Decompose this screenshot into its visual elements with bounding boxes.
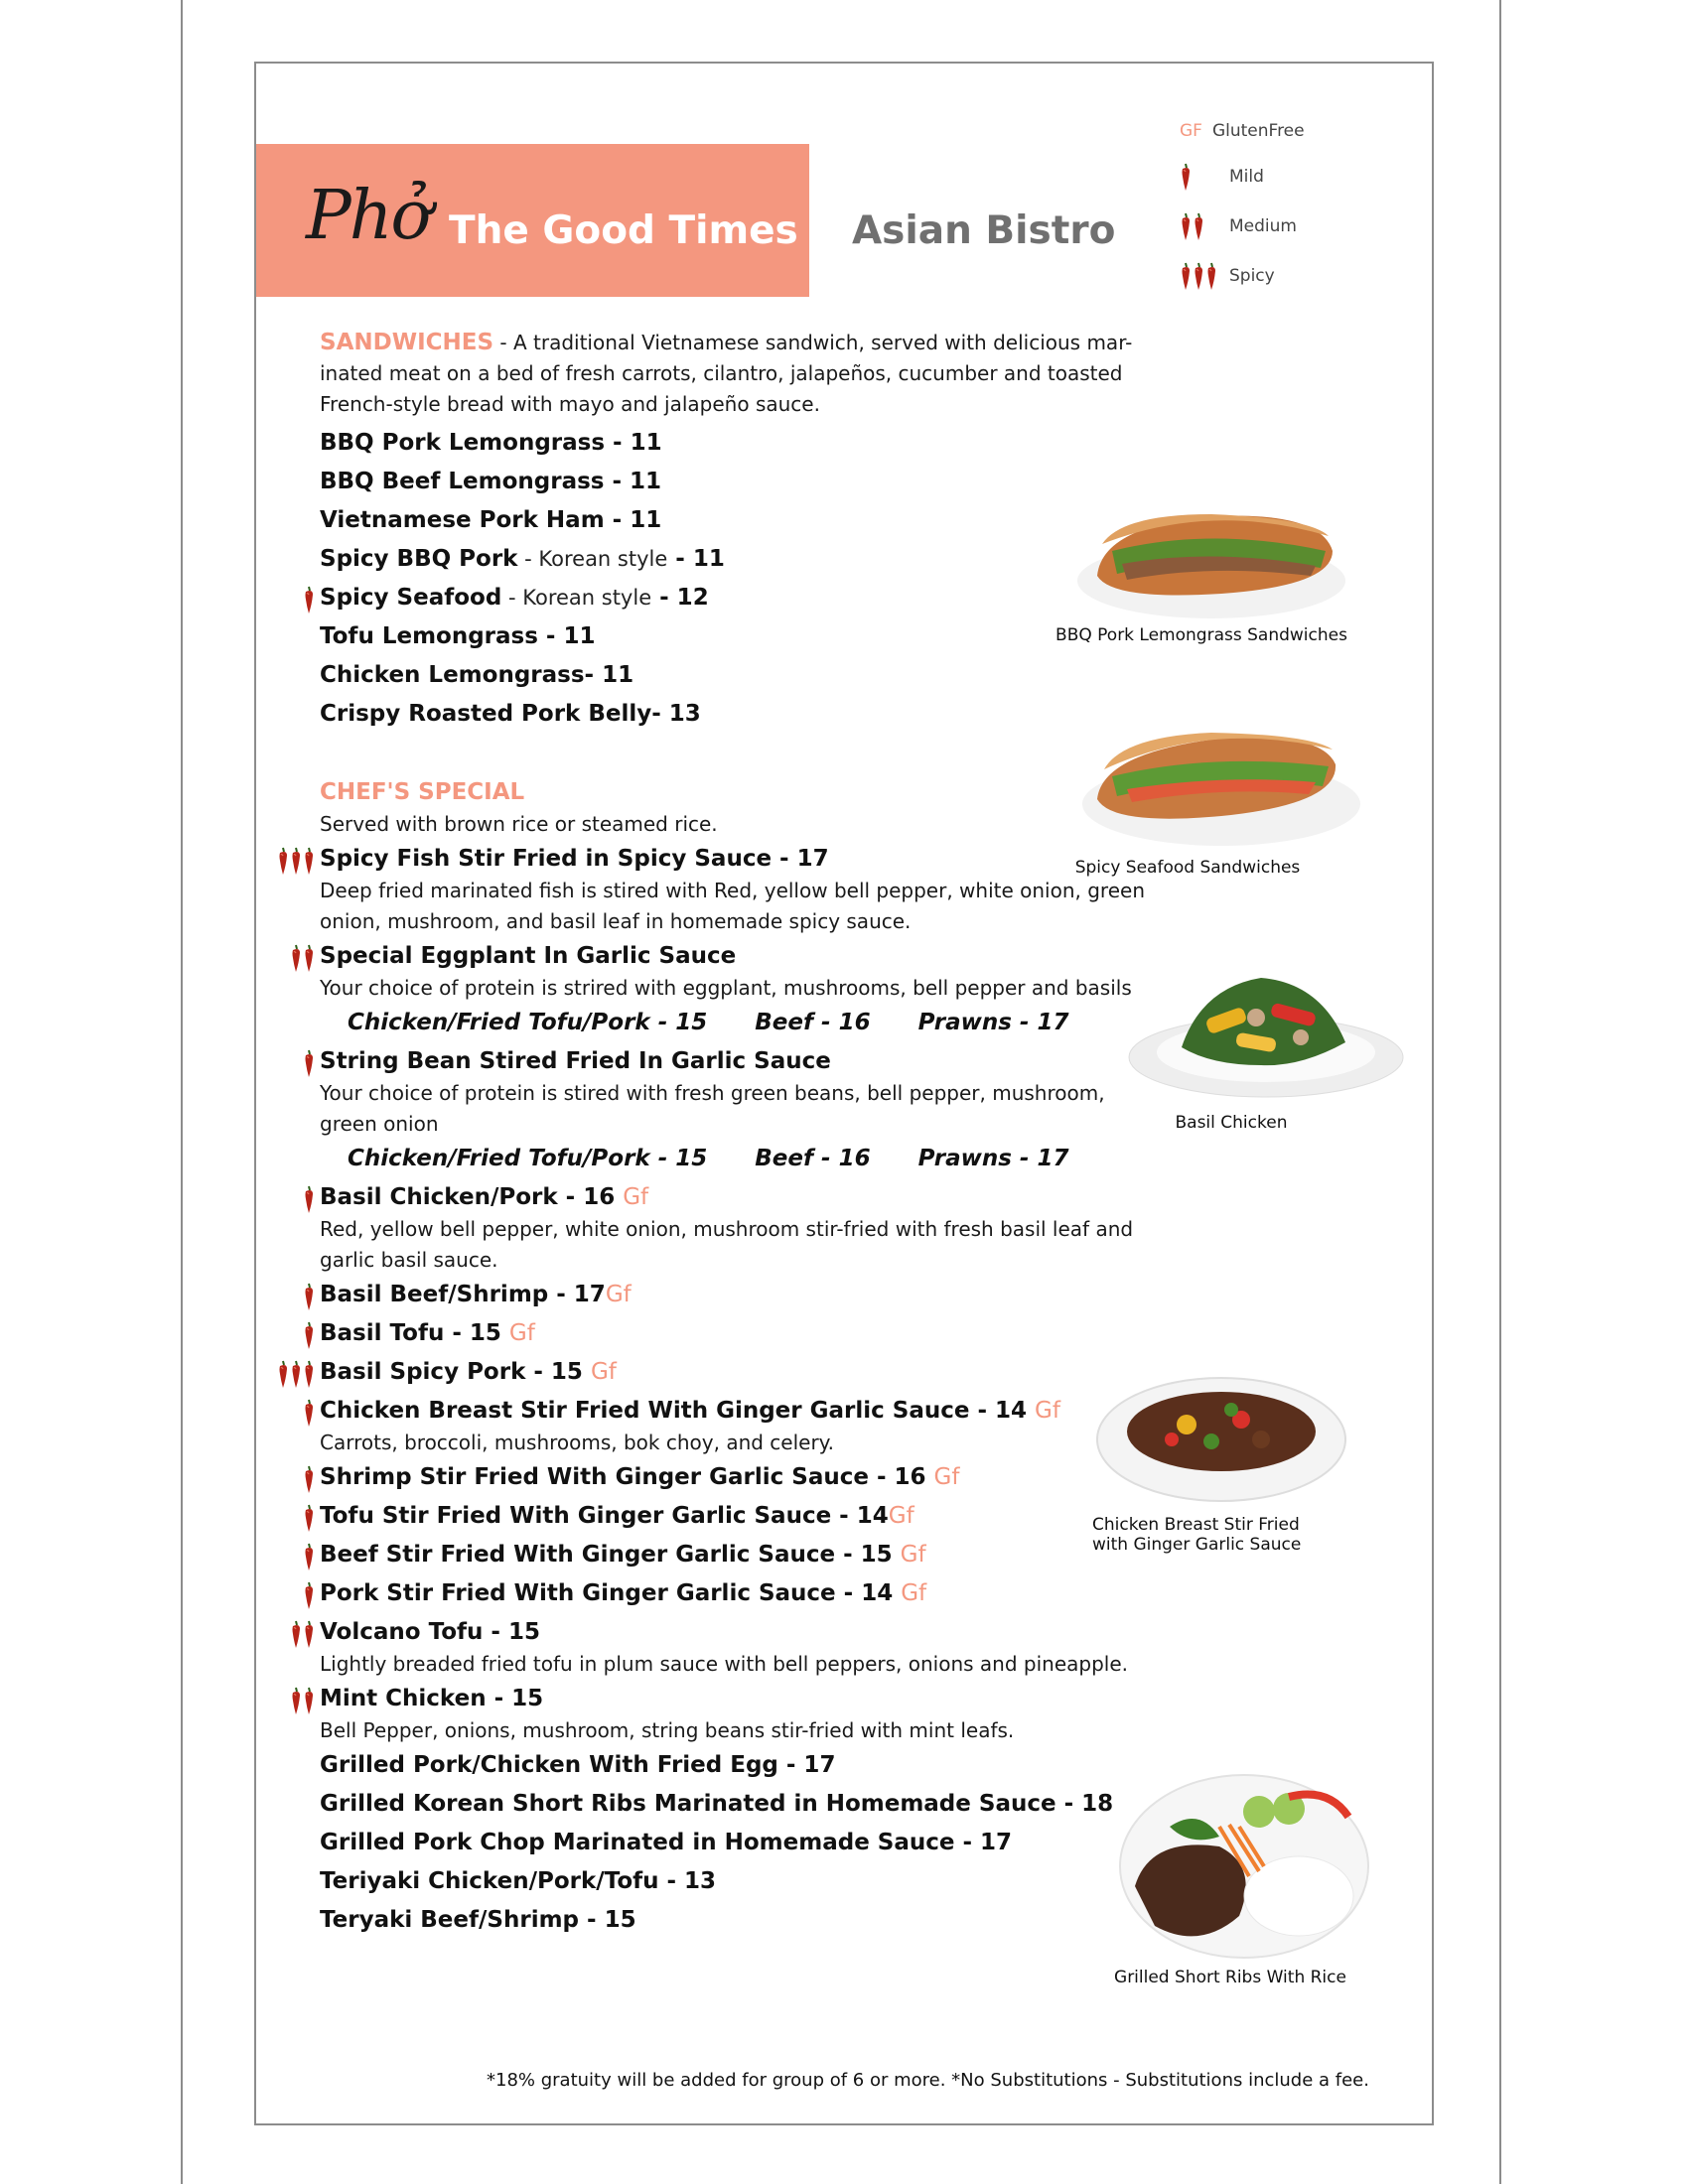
menu-item [320, 1746, 1154, 1785]
menu-item-name: Teriyaki Chicken/Pork/Tofu - 13 [320, 1868, 717, 1894]
menu-item-description: Carrots, broccoli, mushrooms, bok choy, and celery. [320, 1431, 835, 1454]
chili-pepper-icon [303, 1359, 316, 1389]
spice-level-icons [272, 1184, 316, 1214]
brand-logo-pho: Phở [306, 177, 430, 255]
chili-pepper-icon [303, 1282, 316, 1311]
menu-item [320, 1680, 1154, 1746]
protein-price: Beef - 16 [755, 1010, 871, 1035]
gluten-free-tag: Gf [590, 1359, 617, 1385]
caption-chicken-line2: with Ginger Garlic Sauce [1092, 1535, 1302, 1555]
chili-pepper-icon [277, 1359, 290, 1389]
gluten-free-tag: Gf [623, 1184, 649, 1210]
menu-item-title [320, 540, 1154, 579]
mild-pepper-icons [1180, 162, 1229, 192]
menu-item [320, 1353, 1154, 1392]
gluten-free-tag: Gf [933, 1464, 960, 1490]
footer-note: *18% gratuity will be added for group of 6 or more. *No Substitutions - Substitutions include a fee. [487, 2070, 1369, 2091]
menu-item [320, 937, 1154, 1042]
menu-item-name: BBQ Pork Lemongrass - 11 [320, 430, 662, 456]
chili-pepper-icon [303, 1398, 316, 1428]
menu-item-title [320, 695, 1154, 734]
menu-item-title [320, 501, 1154, 540]
menu-item-title [320, 1353, 1154, 1392]
photo-grilled-short-ribs [1110, 1767, 1378, 1966]
chili-pepper-icon [1180, 162, 1193, 192]
legend-spicy [1180, 261, 1275, 291]
menu-item [320, 424, 1154, 463]
legend-medium [1180, 211, 1297, 241]
brand-subtitle: Asian Bistro [852, 208, 1116, 253]
menu-item [320, 1042, 1154, 1178]
menu-item-title [320, 1314, 1154, 1353]
caption-basil-chicken: Basil Chicken [1175, 1113, 1288, 1133]
menu-item [320, 617, 1154, 656]
legend-mild [1180, 162, 1264, 192]
menu-item-name: Tofu Stir Fried With Ginger Garlic Sauce - 14 [320, 1503, 889, 1529]
spice-level-icons [272, 943, 316, 973]
menu-item-name: Crispy Roasted Pork Belly- 13 [320, 701, 701, 727]
menu-item-description: Bell Pepper, onions, mushroom, string beans stir-fried with mint leafs. [320, 1718, 1015, 1742]
chili-pepper-icon [303, 1542, 316, 1571]
caption-grilled-short-ribs: Grilled Short Ribs With Rice [1114, 1968, 1346, 1987]
menu-item-name: Spicy Fish Stir Fried in Spicy Sauce - 17 [320, 846, 829, 872]
medium-pepper-icons [1180, 211, 1229, 241]
menu-item [320, 501, 1154, 540]
protein-price: Prawns - 17 [917, 1010, 1069, 1035]
caption-bbq-pork-sandwich: BBQ Pork Lemongrass Sandwiches [1055, 625, 1347, 645]
chili-pepper-icon [1193, 211, 1205, 241]
menu-item-name: BBQ Beef Lemongrass - 11 [320, 469, 662, 494]
chili-pepper-icon [1193, 261, 1205, 291]
menu-item-title [320, 1680, 1154, 1718]
spice-level-icons [272, 846, 316, 876]
menu-item-description: Your choice of protein is stired with fresh green beans, bell pepper, mushroom, green onion [320, 1081, 1105, 1136]
chili-pepper-icon [290, 1619, 303, 1649]
menu-item-description: Lightly breaded fried tofu in plum sauce with bell peppers, onions and pineapple. [320, 1652, 1129, 1676]
spice-level-icons [272, 1503, 316, 1533]
menu-item [320, 463, 1154, 501]
spice-level-icons [272, 1542, 316, 1571]
menu-item-title [320, 1392, 1154, 1431]
menu-item-note: - Korean style [517, 547, 668, 571]
spice-level-icons [272, 1619, 316, 1649]
gf-code: GF [1180, 121, 1202, 141]
menu-item [320, 1276, 1154, 1314]
chili-pepper-icon [303, 943, 316, 973]
chili-pepper-icon [303, 1184, 316, 1214]
chili-pepper-icon [1180, 211, 1193, 241]
chili-pepper-icon [303, 1503, 316, 1533]
menu-item [320, 695, 1154, 734]
chili-pepper-icon [303, 1048, 316, 1078]
gluten-free-tag: Gf [888, 1503, 914, 1529]
menu-item [320, 1178, 1154, 1276]
menu-item-title [320, 1901, 1154, 1940]
spice-level-icons [272, 1320, 316, 1350]
spice-level-icons [272, 1359, 316, 1389]
menu-item-title [320, 1458, 1154, 1497]
menu-item-note: - Korean style [501, 586, 652, 610]
chili-pepper-icon [290, 943, 303, 973]
chili-pepper-icon [290, 846, 303, 876]
menu-item-description: Red, yellow bell pepper, white onion, mushroom stir-fried with fresh basil leaf and garlic basil sauce. [320, 1217, 1134, 1272]
chefs-special-desc: Served with brown rice or steamed rice. [320, 812, 718, 836]
menu-item-name: Volcano Tofu - 15 [320, 1619, 540, 1645]
menu-item-name: String Bean Stired Fried In Garlic Sauce [320, 1048, 831, 1074]
chili-pepper-icon [303, 846, 316, 876]
protein-price-options [320, 1140, 1154, 1178]
menu-item-name: Chicken Lemongrass- 11 [320, 662, 634, 688]
chili-pepper-icon [1205, 261, 1218, 291]
caption-chicken-ginger-garlic [1092, 1515, 1306, 1555]
menu-item [320, 1613, 1154, 1680]
chili-pepper-icon [290, 1359, 303, 1389]
menu-item [320, 1824, 1154, 1862]
spice-level-icons [272, 1464, 316, 1494]
menu-item-title [320, 424, 1154, 463]
menu-item-name: Basil Chicken/Pork - 16 [320, 1184, 624, 1210]
menu-item-title [320, 579, 1154, 617]
photo-spicy-seafood-sandwich [1072, 695, 1360, 854]
chili-pepper-icon [303, 1580, 316, 1610]
menu-item [320, 840, 1154, 937]
menu-item-title [320, 937, 1154, 976]
protein-price: Prawns - 17 [917, 1146, 1069, 1171]
spice-level-icons [272, 1282, 316, 1311]
mild-label: Mild [1229, 167, 1264, 187]
menu-item [320, 579, 1154, 617]
menu-item-title [320, 1497, 1154, 1536]
brand-name: The Good Times [449, 208, 798, 253]
menu-item-price: - 12 [651, 585, 709, 611]
menu-item-title [320, 463, 1154, 501]
menu-item-name: Basil Tofu - 15 [320, 1320, 509, 1346]
protein-price: Chicken/Fried Tofu/Pork - 15 [348, 1010, 708, 1035]
menu-item-name: Grilled Pork Chop Marinated in Homemade Sauce - 17 [320, 1830, 1013, 1855]
spicy-label: Spicy [1229, 266, 1275, 286]
chili-pepper-icon [303, 1619, 316, 1649]
menu-item-name: Tofu Lemongrass - 11 [320, 623, 596, 649]
menu-item-name: Pork Stir Fried With Ginger Garlic Sauce - 14 [320, 1580, 902, 1606]
menu-item [320, 540, 1154, 579]
menu-item [320, 1458, 1154, 1497]
sandwich-list [320, 424, 1154, 734]
menu-item-description: Deep fried marinated fish is stired with Red, yellow bell pepper, white onion, green onion, mushroom, and basil leaf in homemade spicy sauce. [320, 879, 1145, 933]
menu-item-name: Basil Spicy Pork - 15 [320, 1359, 591, 1385]
protein-price: Chicken/Fried Tofu/Pork - 15 [348, 1146, 708, 1171]
gluten-free-tag: Gf [508, 1320, 535, 1346]
menu-item-name: Special Eggplant In Garlic Sauce [320, 943, 737, 969]
menu-item-title [320, 1613, 1154, 1652]
medium-label: Medium [1229, 216, 1297, 236]
menu-item-title [320, 1178, 1154, 1217]
menu-item-title [320, 1862, 1154, 1901]
menu-item-name: Spicy BBQ Pork [320, 546, 518, 572]
menu-item [320, 1314, 1154, 1353]
menu-item-title [320, 1574, 1154, 1613]
sandwiches-desc: - A traditional Vietnamese sandwich, served with delicious mar-inated meat on a bed of fresh carrots, cilantro, jalapeños, cucumber and toasted French-style bread with mayo and jalapeño sauce. [320, 331, 1133, 416]
gluten-free-tag: Gf [900, 1542, 926, 1568]
menu-item-title [320, 1746, 1154, 1785]
photo-bbq-pork-sandwich [1072, 457, 1350, 625]
menu-item-title [320, 617, 1154, 656]
gluten-free-tag: Gf [901, 1580, 927, 1606]
menu-item-title [320, 656, 1154, 695]
spice-level-icons [272, 1048, 316, 1078]
menu-item-name: Basil Beef/Shrimp - 17 [320, 1282, 606, 1307]
spice-level-icons [272, 585, 316, 614]
menu-item-title [320, 1824, 1154, 1862]
spice-level-icons [272, 1580, 316, 1610]
protein-price-options [320, 1004, 1154, 1042]
menu-item-name: Mint Chicken - 15 [320, 1686, 544, 1711]
gluten-free-tag: Gf [605, 1282, 632, 1307]
menu-item [320, 1901, 1154, 1940]
sandwiches-title: SANDWICHES [320, 330, 494, 355]
menu-item-title [320, 1276, 1154, 1314]
menu-item-name: Beef Stir Fried With Ginger Garlic Sauce - 15 [320, 1542, 901, 1568]
chili-pepper-icon [303, 1464, 316, 1494]
menu-content [320, 328, 1154, 1940]
menu-item [320, 1785, 1154, 1824]
photo-chicken-ginger-garlic [1092, 1370, 1350, 1519]
menu-item-name: Grilled Pork/Chicken With Fried Egg - 17 [320, 1752, 836, 1778]
menu-item [320, 1862, 1154, 1901]
spice-level-icons [272, 1686, 316, 1715]
menu-item-title [320, 1785, 1154, 1824]
spicy-pepper-icons [1180, 261, 1229, 291]
caption-chicken-line1: Chicken Breast Stir Fried [1092, 1515, 1300, 1535]
menu-item-title [320, 1042, 1154, 1081]
spice-level-icons [272, 1398, 316, 1428]
menu-item [320, 1497, 1154, 1536]
menu-item-name: Vietnamese Pork Ham - 11 [320, 507, 662, 533]
menu-item-name: Chicken Breast Stir Fried With Ginger Garlic Sauce - 14 [320, 1398, 1036, 1424]
menu-item-name: Spicy Seafood [320, 585, 502, 611]
chili-pepper-icon [277, 846, 290, 876]
chili-pepper-icon [1180, 261, 1193, 291]
protein-price: Beef - 16 [755, 1146, 871, 1171]
chili-pepper-icon [303, 585, 316, 614]
menu-item [320, 1392, 1154, 1458]
chili-pepper-icon [303, 1686, 316, 1715]
chili-pepper-icon [303, 1320, 316, 1350]
menu-item [320, 1536, 1154, 1574]
menu-item-name: Shrimp Stir Fried With Ginger Garlic Sauce - 16 [320, 1464, 934, 1490]
chefs-special-title: CHEF'S SPECIAL [320, 779, 525, 805]
chili-pepper-icon [290, 1686, 303, 1715]
menu-item-title [320, 840, 1154, 879]
chefs-special-list [320, 840, 1154, 1940]
sandwiches-header [320, 328, 1154, 420]
photo-basil-chicken [1122, 958, 1410, 1107]
menu-item [320, 656, 1154, 695]
menu-item-price: - 11 [667, 546, 725, 572]
menu-item [320, 1574, 1154, 1613]
menu-item-name: Teryaki Beef/Shrimp - 15 [320, 1907, 636, 1933]
menu-item-description: Your choice of protein is strired with eggplant, mushrooms, bell pepper and basils [320, 976, 1132, 1000]
gf-label: GlutenFree [1211, 121, 1305, 141]
caption-spicy-seafood-sandwich: Spicy Seafood Sandwiches [1074, 858, 1301, 878]
menu-item-name: Grilled Korean Short Ribs Marinated in Homemade Sauce - 18 [320, 1791, 1114, 1817]
menu-item-title [320, 1536, 1154, 1574]
legend-gf [1180, 121, 1305, 141]
gluten-free-tag: Gf [1035, 1398, 1060, 1424]
